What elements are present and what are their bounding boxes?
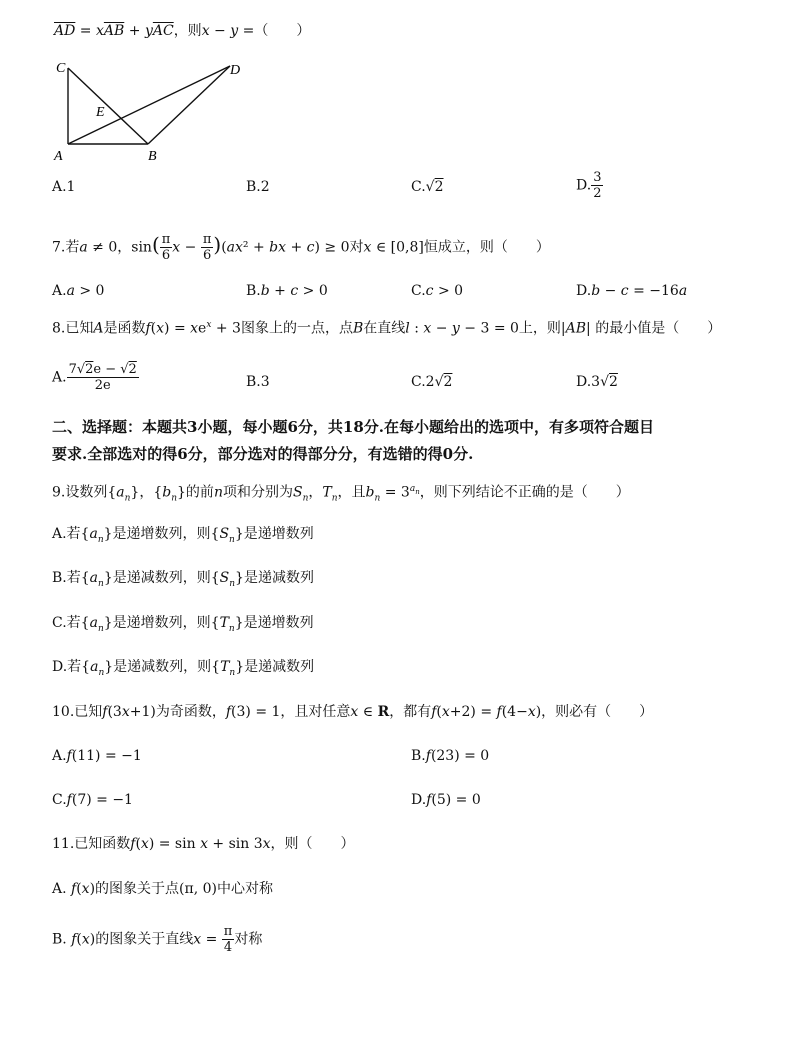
section2-header-line2: 要求.全部选对的得6分，部分选对的得部分分，有选错的得0分. bbox=[52, 445, 474, 463]
segment-cb bbox=[68, 68, 148, 144]
q10-stem: 10.已知f(3x+1)为奇函数，f(3) = 1，且对任意x ∈ R，都有f(x+2) = f(4−x)，则必有（ ） bbox=[52, 704, 654, 720]
q9-stem: 9.设数列$\{a_n\}$，$\{b_n\}$的前n项和分别为$S_n$，$T_n$，且$b_n = 3^{a_n}$，则下列结论不正确的是（ ） bbox=[52, 484, 630, 504]
q9-option-a[interactable]: A.若$\{a_n\}$是递增数列，则$\{S_n\}$是递增数列 bbox=[52, 526, 314, 545]
q10-option-a[interactable]: A.f(11) = −1 bbox=[52, 748, 142, 764]
q11-stem: 11.已知函数f(x) = sin x + sin 3x，则（ ） bbox=[52, 836, 355, 852]
q8-option-a[interactable]: A. $\frac{7√2e - √2}{2e}$ bbox=[52, 362, 137, 393]
q7-option-d[interactable]: D.b − c = −16a bbox=[576, 283, 688, 299]
q9-option-d[interactable]: D.若$\{a_n\}$是递减数列，则$\{T_n\}$是递减数列 bbox=[52, 659, 315, 678]
q8-option-d[interactable]: D.3√2 bbox=[576, 374, 618, 390]
label-e: E bbox=[96, 105, 105, 120]
label-a: A bbox=[54, 149, 63, 164]
q7-option-c[interactable]: C.c > 0 bbox=[411, 283, 464, 299]
label-b: B bbox=[148, 149, 157, 164]
q7-option-b[interactable]: B.b + c > 0 bbox=[246, 283, 328, 299]
q11-option-b[interactable]: B. f(x)的图象关于直线x = $\frac{\pi}{4}$ 对称 bbox=[52, 924, 263, 955]
label-d: D bbox=[230, 63, 241, 78]
q11-option-a[interactable]: A. f(x)的图象关于点(π, 0)中心对称 bbox=[52, 881, 273, 897]
q7-option-a[interactable]: A.a > 0 bbox=[52, 283, 105, 299]
q6-option-d[interactable]: D. $\frac{3}{2}$ bbox=[576, 170, 602, 201]
q8-stem: 8.已知A是函数$f(x) = xe^x + 3$图象上的一点，点B在直线l : x − y − 3 = 0上，则|AB| 的最小值是（ ） bbox=[52, 320, 722, 337]
q10-option-c[interactable]: C.f(7) = −1 bbox=[52, 792, 133, 808]
q6-option-a[interactable]: A.1 bbox=[52, 179, 76, 195]
q7-stem: 7.若a ≠ 0，sin( $\frac{\pi}{6}$ x − $\frac{\pi}{6}$ )(ax² + bx + c) ≥ 0对x ∈ [0,8]恒成立，则（ ） bbox=[52, 232, 550, 263]
q9-option-b[interactable]: B.若$\{a_n\}$是递减数列，则$\{S_n\}$是递减数列 bbox=[52, 570, 314, 589]
q10-option-d[interactable]: D.f(5) = 0 bbox=[411, 792, 481, 808]
geometry-diagram bbox=[50, 56, 260, 166]
segment-bd bbox=[148, 66, 230, 144]
label-c: C bbox=[56, 61, 66, 76]
q6-option-c[interactable]: C.√2 bbox=[411, 179, 444, 195]
q6-stem: $\overline{AD} = x\overline{AB} + y\overline{AC}$，则x − y =（ ） bbox=[54, 23, 311, 39]
q10-option-b[interactable]: B.f(23) = 0 bbox=[411, 748, 490, 764]
q6-option-b[interactable]: B.2 bbox=[246, 179, 270, 195]
q8-option-b[interactable]: B.3 bbox=[246, 374, 270, 390]
segment-ad bbox=[68, 66, 230, 144]
q8-option-c[interactable]: C.2√2 bbox=[411, 374, 453, 390]
q9-option-c[interactable]: C.若$\{a_n\}$是递增数列，则$\{T_n\}$是递增数列 bbox=[52, 615, 314, 634]
section2-header-line1: 二、选择题：本题共3小题，每小题6分，共18分.在每小题给出的选项中，有多项符合题目 bbox=[52, 418, 654, 436]
